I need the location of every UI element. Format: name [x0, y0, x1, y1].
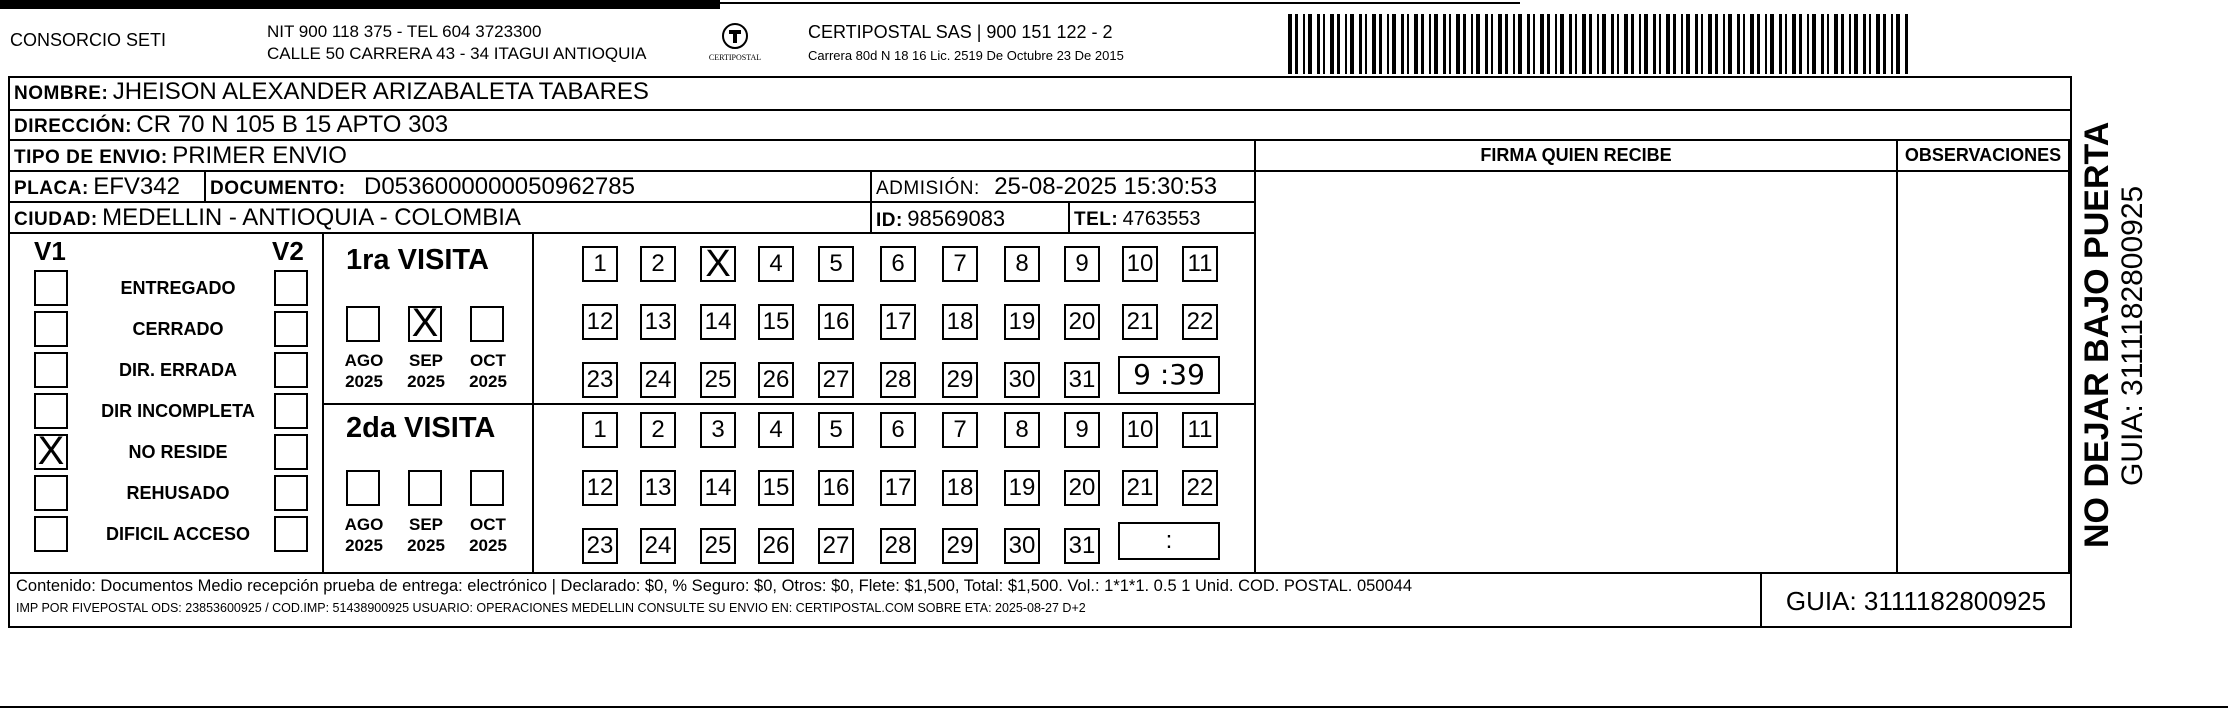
month-year: 2025: [345, 372, 383, 391]
day-box[interactable]: X: [700, 246, 736, 282]
footer-print-info: IMP POR FIVEPOSTAL ODS: 23853600925 / COD.IMP: 51438900925 USUARIO: OPERACIONES MEDELLIN CONSULTE SU ENVIO EN: CERTIPOSTAL.COM SOBRE ETA: 2025-08-27 D+2: [16, 601, 1086, 615]
day-box[interactable]: 11: [1182, 412, 1218, 448]
state-label: CERRADO: [132, 319, 224, 339]
barcode-bar: [1485, 14, 1488, 74]
barcode-bar: [1770, 14, 1774, 74]
month-name: AGO: [344, 515, 384, 534]
top-rule: [720, 2, 1520, 4]
document-field: [210, 173, 635, 201]
state-label: DIR INCOMPLETA: [101, 401, 255, 421]
month-checkbox-oct[interactable]: [470, 470, 504, 506]
day-box[interactable]: 23: [582, 362, 618, 398]
day-box[interactable]: 15: [758, 304, 794, 340]
top-bar: [0, 0, 720, 9]
bottom-rule: [0, 706, 2228, 708]
barcode-bar: [1421, 14, 1424, 74]
type-label: TIPO DE ENVIO:: [14, 147, 168, 168]
month-checkbox-oct[interactable]: [470, 306, 504, 342]
day-box[interactable]: 12: [582, 470, 618, 506]
day-box[interactable]: 7: [942, 246, 978, 282]
barcode-bar: [1750, 14, 1754, 74]
barcode-bar: [1812, 14, 1816, 74]
day-box[interactable]: 28: [880, 528, 916, 564]
barcode-bar: [1513, 14, 1515, 74]
plate-field: [14, 173, 180, 201]
day-box[interactable]: 16: [818, 470, 854, 506]
barcode-bar: [1589, 14, 1592, 74]
barcode-bar: [1379, 14, 1382, 74]
day-box[interactable]: 24: [640, 362, 676, 398]
row-divider: [8, 232, 1254, 234]
month-label: [336, 350, 392, 392]
barcode-bar: [1779, 14, 1782, 74]
day-box[interactable]: 15: [758, 470, 794, 506]
day-box[interactable]: 5: [818, 412, 854, 448]
barcode-bar: [1569, 14, 1572, 74]
day-box[interactable]: 1: [582, 412, 618, 448]
plate-label: PLACA:: [14, 178, 89, 199]
day-box[interactable]: 27: [818, 362, 854, 398]
row-divider: [8, 170, 1254, 172]
day-box[interactable]: 29: [942, 362, 978, 398]
day-box[interactable]: 17: [880, 304, 916, 340]
day-box[interactable]: 13: [640, 470, 676, 506]
day-box[interactable]: 20: [1064, 470, 1100, 506]
v1-checkbox[interactable]: [34, 393, 68, 429]
month-label: [336, 514, 392, 556]
plate-value: EFV342: [93, 173, 180, 200]
month-checkbox-sep[interactable]: [408, 470, 442, 506]
barcode-bar: [1666, 14, 1670, 74]
v1-checkbox[interactable]: [34, 516, 68, 552]
observations-header: OBSERVACIONES: [1904, 145, 2062, 165]
signature-header-rule: [1254, 170, 2070, 172]
month-checkbox-ago[interactable]: [346, 470, 380, 506]
day-box[interactable]: 12: [582, 304, 618, 340]
barcode-bar: [1765, 14, 1767, 74]
day-box[interactable]: 16: [818, 304, 854, 340]
barcode-bar: [1841, 14, 1844, 74]
day-box[interactable]: 25: [700, 362, 736, 398]
barcode-bar: [1533, 14, 1535, 74]
barcode-bar: [1476, 14, 1480, 74]
day-box[interactable]: 14: [700, 470, 736, 506]
shipment-type: PRIMER ENVIO: [172, 142, 347, 169]
state-label: DIR. ERRADA: [118, 360, 237, 380]
license-line: Carrera 80d N 18 16 Lic. 2519 De Octubre 23 De 2015: [808, 48, 1124, 63]
day-box[interactable]: 20: [1064, 304, 1100, 340]
barcode-bar: [1659, 14, 1661, 74]
footer-divider: [8, 572, 2072, 574]
row-divider: [8, 139, 2072, 141]
barcode-bar: [1387, 14, 1389, 74]
barcode-bar: [1792, 14, 1796, 74]
day-box[interactable]: 18: [942, 304, 978, 340]
check-mark: X: [411, 301, 439, 345]
v1-checkbox[interactable]: [34, 311, 68, 347]
v1-checkbox[interactable]: [34, 429, 68, 473]
barcode-bar: [1715, 14, 1718, 74]
month-year: 2025: [469, 536, 507, 555]
barcode-bar: [1863, 14, 1866, 74]
barcode-bar: [1597, 14, 1599, 74]
name-row: [14, 78, 649, 106]
cell-divider: [1068, 201, 1070, 232]
month-checkbox-ago[interactable]: [346, 306, 380, 342]
v2-checkbox[interactable]: [274, 311, 308, 347]
barcode-bar: [1518, 14, 1522, 74]
barcode-bar: [1317, 14, 1320, 74]
day-box[interactable]: 5: [818, 246, 854, 282]
barcode-bar: [1434, 14, 1438, 74]
day-box[interactable]: 9: [1064, 246, 1100, 282]
first-visit-title: 1ra VISITA: [346, 244, 489, 276]
barcode-bar: [1498, 14, 1502, 74]
states-divider: [322, 232, 324, 572]
barcode-bar: [1471, 14, 1473, 74]
v2-checkbox[interactable]: [274, 393, 308, 429]
city-value: MEDELLIN - ANTIOQUIA - COLOMBIA: [102, 204, 521, 231]
barcode-bar: [1527, 14, 1530, 74]
day-box[interactable]: 26: [758, 362, 794, 398]
day-box[interactable]: 4: [758, 412, 794, 448]
day-box[interactable]: 21: [1122, 304, 1158, 340]
barcode-bar: [1681, 14, 1683, 74]
city-label: CIUDAD:: [14, 209, 98, 230]
barcode-bar: [1575, 14, 1577, 74]
barcode-bar: [1624, 14, 1628, 74]
barcode-bar: [1323, 14, 1325, 74]
barcode-bar: [1854, 14, 1858, 74]
v1-label: V1: [34, 236, 66, 266]
barcode-bar: [1401, 14, 1404, 74]
day-box[interactable]: 21: [1122, 470, 1158, 506]
day-box[interactable]: 17: [880, 470, 916, 506]
barcode-bar: [1330, 14, 1334, 74]
month-name: SEP: [408, 515, 444, 534]
barcode-bar: [1547, 14, 1550, 74]
barcode-bar: [1365, 14, 1367, 74]
barcode-bar: [1392, 14, 1396, 74]
signature-divider: [1254, 139, 1256, 572]
barcode-bar: [1555, 14, 1557, 74]
document-value: D0536000000050962785: [364, 173, 635, 200]
address-row: [14, 111, 448, 139]
barcode-bar: [1876, 14, 1880, 74]
barcode-bar: [1491, 14, 1493, 74]
visit-divider: [322, 403, 1254, 405]
day-box[interactable]: 19: [1004, 470, 1040, 506]
barcode-bar: [1414, 14, 1418, 74]
month-checkbox-sep[interactable]: [408, 301, 442, 345]
tel-value: 4763553: [1122, 208, 1201, 230]
day-box[interactable]: 10: [1122, 412, 1158, 448]
day-box[interactable]: 25: [700, 528, 736, 564]
day-box[interactable]: 27: [818, 528, 854, 564]
check-mark: X: [37, 429, 65, 473]
barcode-bar: [1757, 14, 1760, 74]
barcode-bar: [1905, 14, 1908, 74]
barcode-bar: [1673, 14, 1676, 74]
barcode-bar: [1463, 14, 1466, 74]
barcode-bar: [1686, 14, 1690, 74]
id-label: ID:: [876, 210, 903, 231]
day-box[interactable]: 23: [582, 528, 618, 564]
barcode-bar: [1295, 14, 1298, 74]
day-box[interactable]: 8: [1004, 412, 1040, 448]
document-label: DOCUMENTO:: [210, 178, 346, 199]
day-box[interactable]: 31: [1064, 528, 1100, 564]
month-label: [398, 514, 454, 556]
first-visit-time: 9 :39: [1118, 356, 1220, 394]
admission-value: 25-08-2025 15:30:53: [994, 173, 1218, 200]
day-box[interactable]: 14: [700, 304, 736, 340]
barcode-bar: [1807, 14, 1809, 74]
second-visit-title: 2da VISITA: [346, 412, 496, 444]
barcode-bar: [1540, 14, 1544, 74]
month-divider: [532, 232, 534, 572]
barcode-bar: [1821, 14, 1824, 74]
v2-checkbox[interactable]: [274, 270, 308, 306]
side-guide-text: GUIA: 3111182800925: [2116, 185, 2149, 486]
barcode-bar: [1827, 14, 1829, 74]
barcode-bar: [1337, 14, 1340, 74]
barcode-bar: [1743, 14, 1745, 74]
city-field: [14, 204, 521, 232]
day-box[interactable]: 30: [1004, 362, 1040, 398]
v1-checkbox[interactable]: [34, 475, 68, 511]
day-box[interactable]: 2: [640, 412, 676, 448]
type-row: [14, 142, 347, 170]
no-under-door-text: NO DEJAR BAJO PUERTA: [2078, 121, 2116, 548]
day-box[interactable]: 28: [880, 362, 916, 398]
recipient-address: CR 70 N 105 B 15 APTO 303: [136, 111, 449, 138]
sender-name: CONSORCIO SETI: [10, 30, 167, 50]
month-name: OCT: [470, 351, 506, 370]
v2-checkbox[interactable]: [274, 352, 308, 388]
v2-checkbox[interactable]: [274, 434, 308, 470]
side-guide: [2116, 106, 2150, 486]
address-label: DIRECCIÓN:: [14, 116, 132, 137]
day-box[interactable]: 6: [880, 412, 916, 448]
day-box[interactable]: 18: [942, 470, 978, 506]
sender-nit: NIT 900 118 375 - TEL 604 3723300: [267, 22, 542, 41]
day-box[interactable]: 6: [880, 246, 916, 282]
month-year: 2025: [407, 536, 445, 555]
barcode-bar: [1308, 14, 1312, 74]
day-box[interactable]: 19: [1004, 304, 1040, 340]
id-field: [876, 206, 1005, 232]
day-box[interactable]: 9: [1064, 412, 1100, 448]
barcode-bar: [1695, 14, 1698, 74]
barcode-bar: [1443, 14, 1446, 74]
barcode-bar: [1582, 14, 1586, 74]
barcode-bar: [1896, 14, 1900, 74]
state-label: REHUSADO: [126, 483, 230, 503]
barcode-bar: [1737, 14, 1740, 74]
id-value: 98569083: [907, 206, 1006, 231]
barcode-bar: [1701, 14, 1703, 74]
barcode-bar: [1883, 14, 1886, 74]
day-box[interactable]: 1: [582, 246, 618, 282]
barcode-bar: [1708, 14, 1712, 74]
day-box[interactable]: 26: [758, 528, 794, 564]
month-label: [460, 350, 516, 392]
day-box[interactable]: 30: [1004, 528, 1040, 564]
barcode-bar: [1644, 14, 1648, 74]
barcode-bar: [1288, 14, 1292, 74]
month-name: OCT: [470, 515, 506, 534]
barcode-bar: [1799, 14, 1802, 74]
day-box[interactable]: 4: [758, 246, 794, 282]
state-label: DIFICIL ACCESO: [105, 524, 250, 544]
certipostal-logo: [700, 20, 770, 66]
barcode-bar: [1372, 14, 1376, 74]
month-label: [398, 350, 454, 392]
tel-field: [1074, 208, 1201, 231]
barcode-bar: [1834, 14, 1838, 74]
barcode-bar: [1639, 14, 1641, 74]
recipient-name: JHEISON ALEXANDER ARIZABALETA TABARES: [112, 78, 649, 105]
signature-header: FIRMA QUIEN RECIBE: [1480, 145, 1672, 165]
v2-checkbox[interactable]: [274, 516, 308, 552]
barcode: [1288, 14, 1914, 74]
frame-inner-right: [2068, 139, 2070, 572]
footer-guide: GUIA: 3111182800925: [1785, 586, 2047, 616]
barcode-bar: [1653, 14, 1656, 74]
day-box[interactable]: 11: [1182, 246, 1218, 282]
month-year: 2025: [469, 372, 507, 391]
v1-checkbox[interactable]: [34, 270, 68, 306]
barcode-bar: [1560, 14, 1564, 74]
day-box[interactable]: 22: [1182, 304, 1218, 340]
day-box[interactable]: 13: [640, 304, 676, 340]
barcode-bar: [1345, 14, 1347, 74]
tel-label: TEL:: [1074, 209, 1119, 230]
day-box[interactable]: 7: [942, 412, 978, 448]
barcode-bar: [1505, 14, 1508, 74]
month-year: 2025: [345, 536, 383, 555]
barcode-bar: [1723, 14, 1725, 74]
day-box[interactable]: 31: [1064, 362, 1100, 398]
observations-divider: [1896, 139, 1898, 572]
cell-divider: [204, 170, 206, 201]
barcode-bar: [1617, 14, 1619, 74]
barcode-bar: [1849, 14, 1851, 74]
month-year: 2025: [407, 372, 445, 391]
barcode-bar: [1350, 14, 1354, 74]
barcode-bar: [1449, 14, 1451, 74]
barcode-bar: [1359, 14, 1362, 74]
barcode-bar: [1602, 14, 1606, 74]
v2-label: V2: [272, 236, 304, 266]
barcode-bar: [1303, 14, 1305, 74]
barcode-bar: [1611, 14, 1614, 74]
day-box[interactable]: 22: [1182, 470, 1218, 506]
day-box[interactable]: 10: [1122, 246, 1158, 282]
svg-text:CERTIPOSTAL: CERTIPOSTAL: [708, 53, 762, 62]
barcode-bar: [1429, 14, 1431, 74]
side-instruction: [2078, 98, 2117, 548]
day-box[interactable]: 2: [640, 246, 676, 282]
barcode-bar: [1407, 14, 1409, 74]
name-label: NOMBRE:: [14, 83, 109, 104]
month-name: SEP: [408, 351, 444, 370]
barcode-bar: [1785, 14, 1787, 74]
barcode-bar: [1891, 14, 1893, 74]
v1-checkbox[interactable]: [34, 352, 68, 388]
state-label: ENTREGADO: [120, 278, 236, 298]
footer-content: Contenido: Documentos Medio recepción prueba de entrega: electrónico | Declarado: $0, % Seguro: $0, Otros: $0, Flete: $1,500, Total: $1,500. Vol.: 1*1*1. 0.5 1 Unid. COD. POSTAL. 050044: [16, 577, 1413, 595]
day-box[interactable]: 8: [1004, 246, 1040, 282]
day-box[interactable]: 3: [700, 412, 736, 448]
state-label: NO RESIDE: [128, 442, 228, 462]
day-box[interactable]: 24: [640, 528, 676, 564]
v2-checkbox[interactable]: [274, 475, 308, 511]
admission-label: ADMISIÓN:: [876, 178, 980, 199]
barcode-bar: [1631, 14, 1634, 74]
barcode-bar: [1869, 14, 1871, 74]
barcode-bar: [1728, 14, 1732, 74]
sender-address: CALLE 50 CARRERA 43 - 34 ITAGUI ANTIOQUIA: [267, 44, 647, 63]
second-visit-time: :: [1118, 522, 1220, 560]
admission-field: [876, 173, 1217, 201]
barcode-bar: [1456, 14, 1460, 74]
month-label: [460, 514, 516, 556]
company-line: CERTIPOSTAL SAS | 900 151 122 - 2: [808, 22, 1113, 42]
month-name: AGO: [344, 351, 384, 370]
day-box[interactable]: 29: [942, 528, 978, 564]
